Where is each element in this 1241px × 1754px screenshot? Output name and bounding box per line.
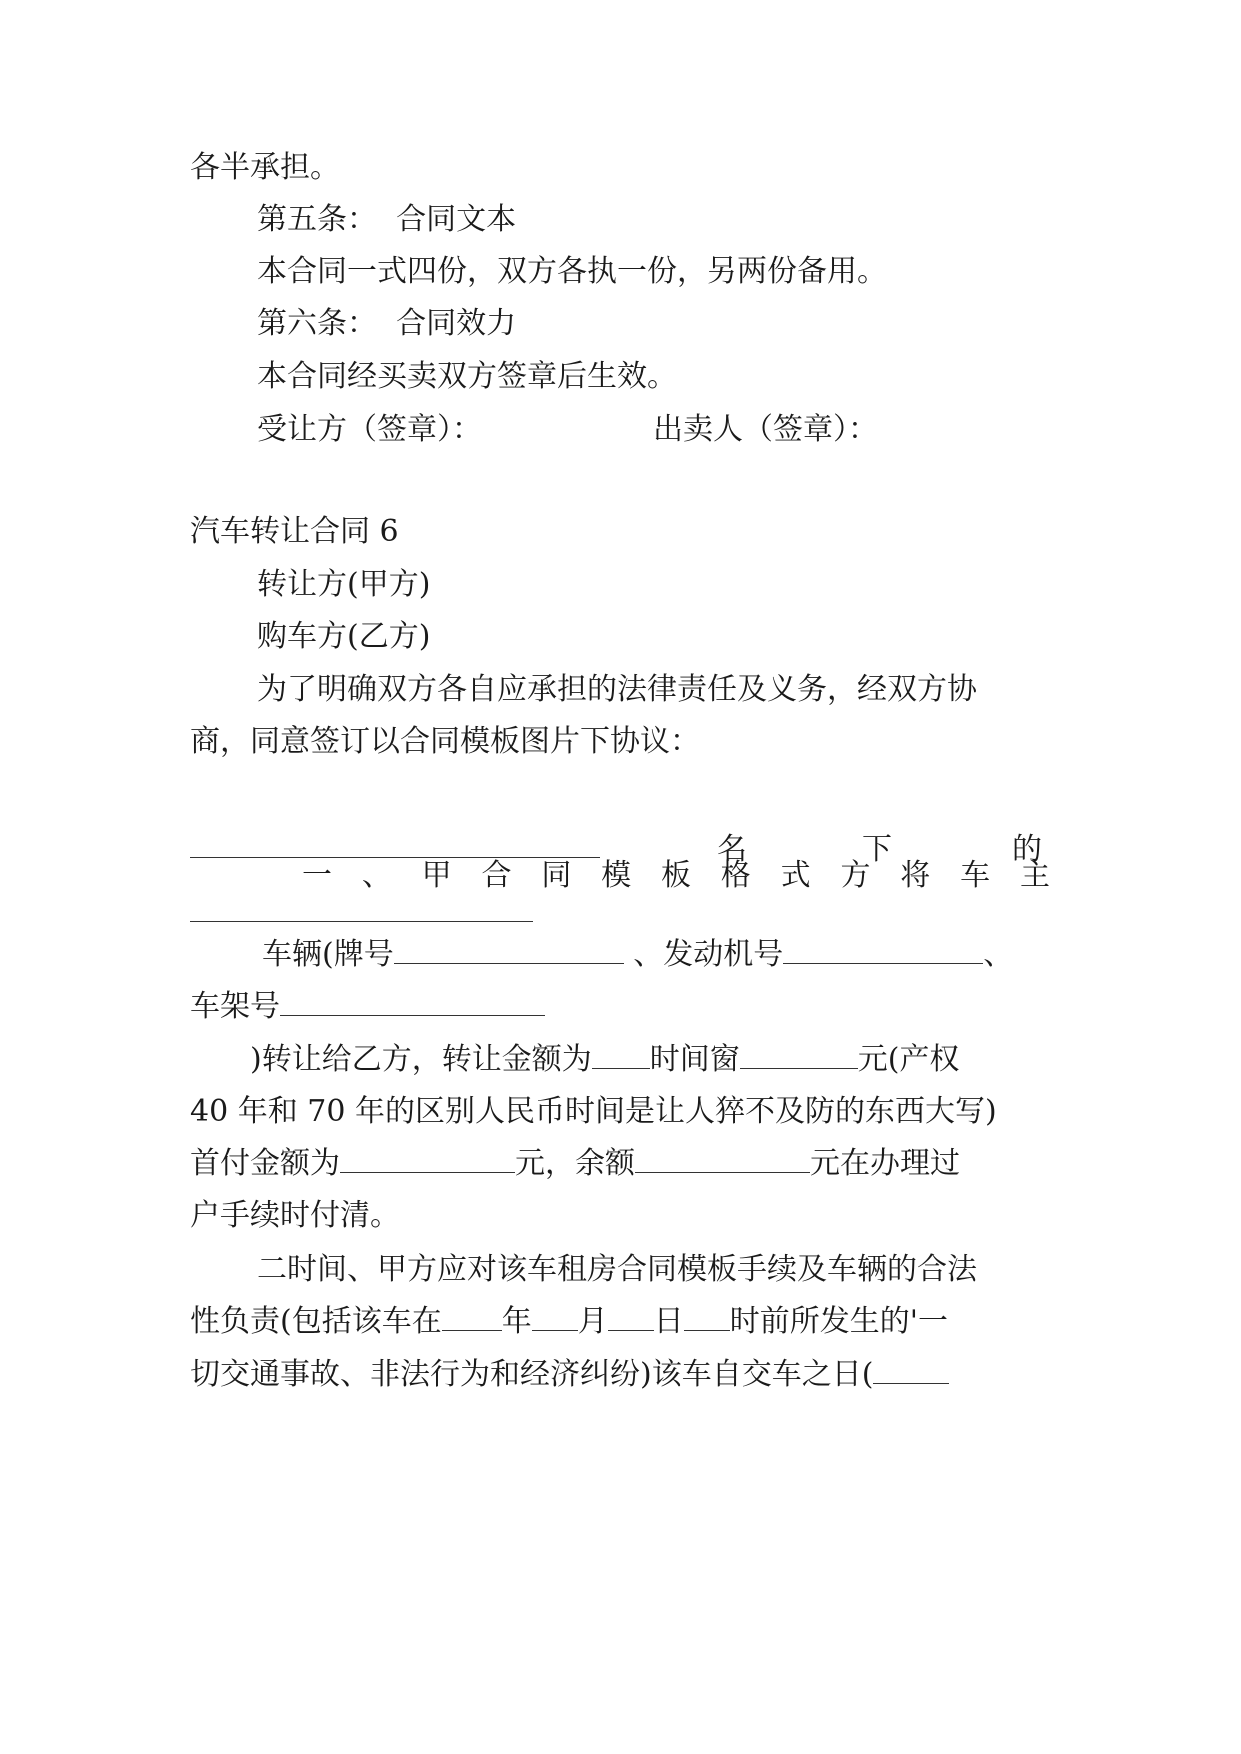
char: 将 [900, 858, 931, 893]
text-line: 本合同经买卖双方签章后生效。 [257, 359, 677, 394]
article-6-heading: 第六条： 合同效力 [257, 306, 517, 341]
blank-vehicle [190, 921, 533, 922]
label-plate: 车辆(牌号 [262, 937, 394, 972]
text-line: 户手续时付清。 [190, 1198, 400, 1233]
seller-signature-label: 出卖人（签章）： [653, 412, 878, 447]
text-seg: 日 [653, 1304, 684, 1339]
text-seg: 切交通事故、非法行为和经济纠纷)该车自交车之日( [190, 1357, 874, 1392]
char: 板 [660, 858, 691, 893]
article-5-heading: 第五条： 合同文本 [257, 202, 517, 237]
blank-balance [635, 1146, 810, 1173]
delivery-line [190, 1355, 1050, 1395]
text-seg: 元(产权 [857, 1042, 960, 1077]
char: 模 [601, 858, 632, 893]
char: 式 [780, 858, 811, 893]
blank-year [442, 1304, 502, 1331]
char: 甲 [421, 858, 452, 893]
contract-title: 汽车转让合同 6 [190, 514, 399, 549]
blank-month [532, 1304, 578, 1331]
char: 主 [1019, 858, 1050, 893]
blank-delivery [873, 1357, 949, 1384]
char: 格 [720, 858, 751, 893]
text-seg: )转让给乙方，转让金额为 [250, 1042, 592, 1077]
text-line: 各半承担。 [190, 150, 340, 185]
text-seg: 元在办理过 [810, 1146, 960, 1181]
blank-down-payment [340, 1146, 515, 1173]
blank-day [608, 1304, 654, 1331]
blank-hour [684, 1304, 730, 1331]
char: 车 [960, 858, 991, 893]
char: 下 [862, 832, 892, 867]
char: 一 [302, 858, 332, 893]
punct: 、 [983, 937, 1014, 972]
char: 、 [361, 858, 392, 893]
char: 方 [840, 858, 871, 893]
text-seg: 性负责(包括该车在 [190, 1304, 442, 1339]
transferor-party: 转让方(甲方) [257, 567, 431, 602]
text-seg: 首付金额为 [190, 1146, 340, 1181]
buyer-party: 购车方(乙方) [257, 619, 431, 654]
text-line: 为了明确双方各自应承担的法律责任及义务，经双方协 [257, 672, 977, 707]
blank-plate [394, 937, 624, 964]
label-engine: 、发动机号 [633, 937, 784, 972]
label-chassis: 车架号 [190, 989, 280, 1024]
blank-chassis [280, 989, 545, 1016]
char: 同 [541, 858, 572, 893]
transferee-signature-label: 受让方（签章）： [257, 412, 482, 447]
chassis-line [190, 987, 1050, 1027]
text-line: 40 年和 70 年的区别人民币时间是让人猝不及防的东西大写) [190, 1094, 997, 1129]
text-seg: 月 [577, 1304, 608, 1339]
blank-amount-2 [740, 1042, 858, 1069]
transfer-amount-line [250, 1040, 1050, 1080]
text-line: 商，同意签订以合同模板图片下协议： [190, 724, 700, 759]
text-seg: 时间窗 [649, 1042, 740, 1077]
payment-line [190, 1144, 1050, 1184]
blank-owner-name [190, 857, 600, 858]
liability-line [190, 1302, 1050, 1342]
blank-amount [592, 1042, 650, 1069]
char: 的 [1012, 832, 1042, 867]
text-seg: 年 [501, 1304, 532, 1339]
vehicle-line [262, 935, 1062, 975]
text-seg: 元，余额 [515, 1146, 635, 1181]
text-line: 本合同一式四份，双方各执一份，另两份备用。 [257, 254, 887, 289]
blank-engine [783, 937, 983, 964]
char: 合 [481, 858, 512, 893]
text-line: 二时间、甲方应对该车租房合同模板手续及车辆的合法 [257, 1252, 977, 1287]
text-seg: 时前所发生的'一 [729, 1304, 948, 1339]
char: 名 [717, 832, 747, 867]
